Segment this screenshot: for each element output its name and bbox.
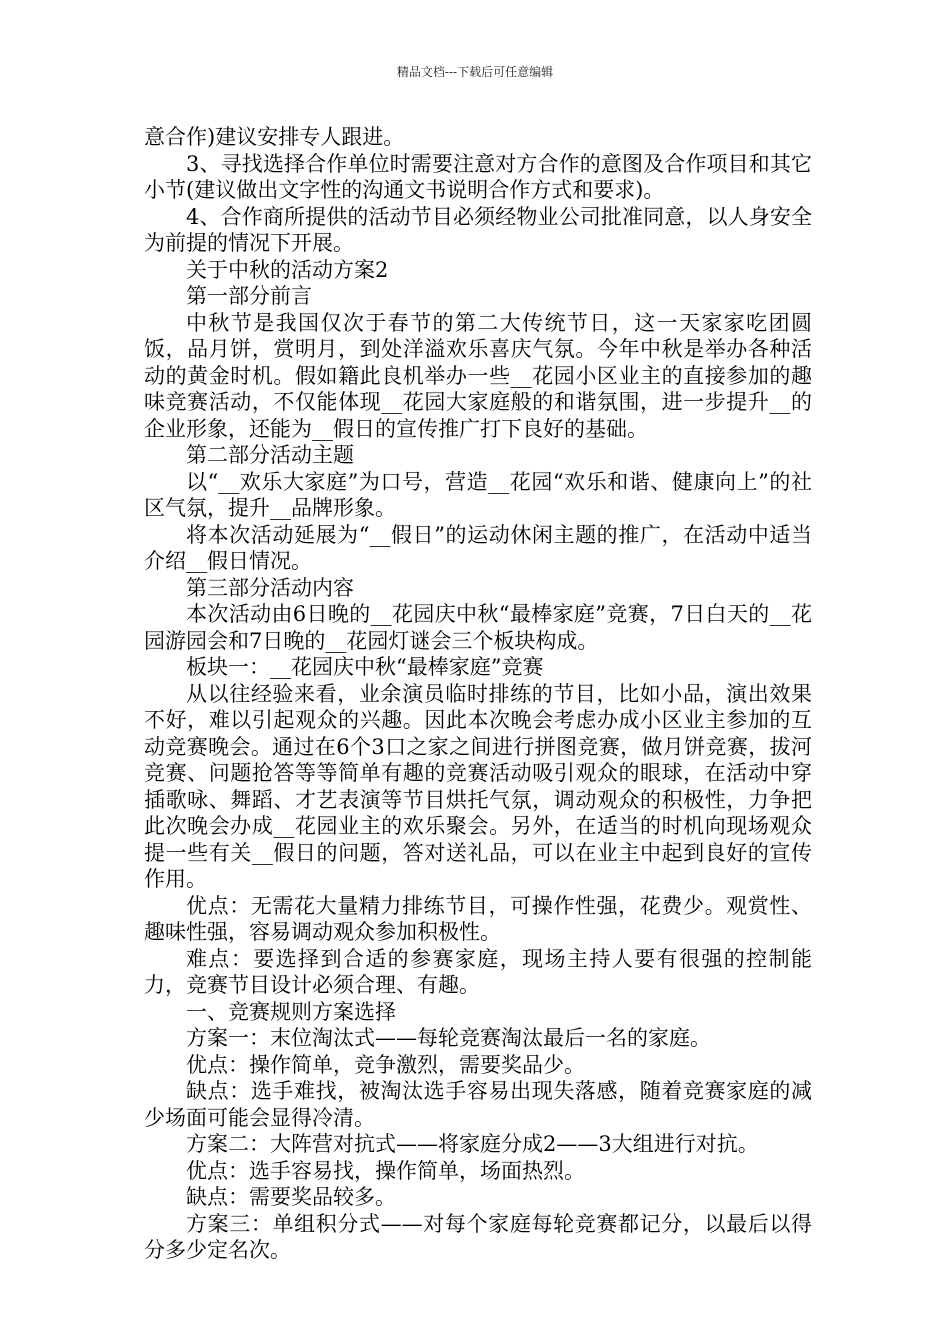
paragraph: 4、合作商所提供的活动节目必须经物业公司批准同意，以人身安全为前提的情况下开展。 bbox=[144, 204, 812, 255]
paragraph: 优点：操作简单，竞争激烈，需要奖品少。 bbox=[186, 1052, 585, 1077]
paragraph: 优点：选手容易找，操作简单，场面热烈。 bbox=[186, 1158, 585, 1183]
paragraph: 方案三：单组积分式——对每个家庭每轮竞赛都记分，以最后以得分多少定名次。 bbox=[144, 1211, 812, 1262]
paragraph: 优点：无需花大量精力排练节目，可操作性强，花费少。观赏性、趣味性强，容易调动观众参加积极性。 bbox=[144, 893, 812, 944]
paragraph: 3、寻找选择合作单位时需要注意对方合作的意图及合作项目和其它小节(建议做出文字性的沟通文书说明合作方式和要求)。 bbox=[144, 151, 812, 202]
paragraph: 缺点：需要奖品较多。 bbox=[186, 1185, 396, 1209]
section-heading: 第二部分活动主题 bbox=[186, 443, 354, 467]
paragraph: 从以往经验来看，业余演员临时排练的节目，比如小品，演出效果不好，难以引起观众的兴趣。因此本次晚会考虑办成小区业主参加的互动竞赛晚会。通过在6个3口之家之间进行拼图竞赛，做月饼竞赛，拔河竞赛、问题抢答等等简单有趣的竞赛活动吸引观众的眼球，在活动中穿插歌咏、舞蹈、才艺表演等节目烘托气氛，调动观众的积极性，力争把此次晚会办成__花园业主的欢乐聚会。另外，在适当的时机向现场观众提一些有关__假日的问题，答对送礼品，可以在业主中起到良好的宣传作用。 bbox=[144, 681, 812, 891]
paragraph: 方案一：末位淘汰式——每轮竞赛淘汰最后一名的家庭。 bbox=[186, 1026, 711, 1050]
section-heading: 第三部分活动内容 bbox=[186, 575, 354, 600]
section-heading: 第一部分前言 bbox=[186, 284, 312, 308]
subsection-heading: 板块一：__花园庆中秋“最棒家庭”竞赛 bbox=[186, 655, 544, 679]
paragraph: 缺点：选手难找，被淘汰选手容易出现失落感，随着竞赛家庭的减少场面可能会显得冷清。 bbox=[144, 1079, 812, 1130]
paragraph: 将本次活动延展为“__假日”的运动休闲主题的推广，在活动中适当介绍__假日情况。 bbox=[144, 522, 812, 573]
paragraph: 中秋节是我国仅次于春节的第二大传统节日，这一天家家吃团圆饭，品月饼，赏明月，到处洋溢欢乐喜庆气氛。今年中秋是举办各种活动的黄金时机。假如籍此良机举办一些__花园小区业主的直接参加的趣味竞赛活动，不仅能体现__花园大家庭般的和谐氛围，进一步提升__的企业形象，还能为__假日的宣传推广打下良好的基础。 bbox=[144, 310, 812, 441]
page-header: 精品文档---下载后可任意编辑 bbox=[396, 65, 554, 79]
paragraph: 本次活动由6日晚的__花园庆中秋“最棒家庭”竞赛，7日白天的__花园游园会和7日晚的__花园灯谜会三个板块构成。 bbox=[144, 602, 812, 653]
document-body bbox=[144, 124, 812, 1264]
paragraph: 意合作)建议安排专人跟进。 bbox=[144, 125, 405, 149]
paragraph: 难点：要选择到合适的参赛家庭，现场主持人要有很强的控制能力，竞赛节目设计必须合理、有趣。 bbox=[144, 946, 812, 997]
paragraph: 以“__欢乐大家庭”为口号，营造__花园“欢乐和谐、健康向上”的社区气氛，提升__品牌形象。 bbox=[144, 469, 812, 520]
paragraph: 方案二：大阵营对抗式——将家庭分成2——3大组进行对抗。 bbox=[186, 1132, 759, 1156]
subsection-heading: 一、竞赛规则方案选择 bbox=[186, 999, 396, 1024]
section-title: 关于中秋的活动方案2 bbox=[186, 257, 389, 282]
